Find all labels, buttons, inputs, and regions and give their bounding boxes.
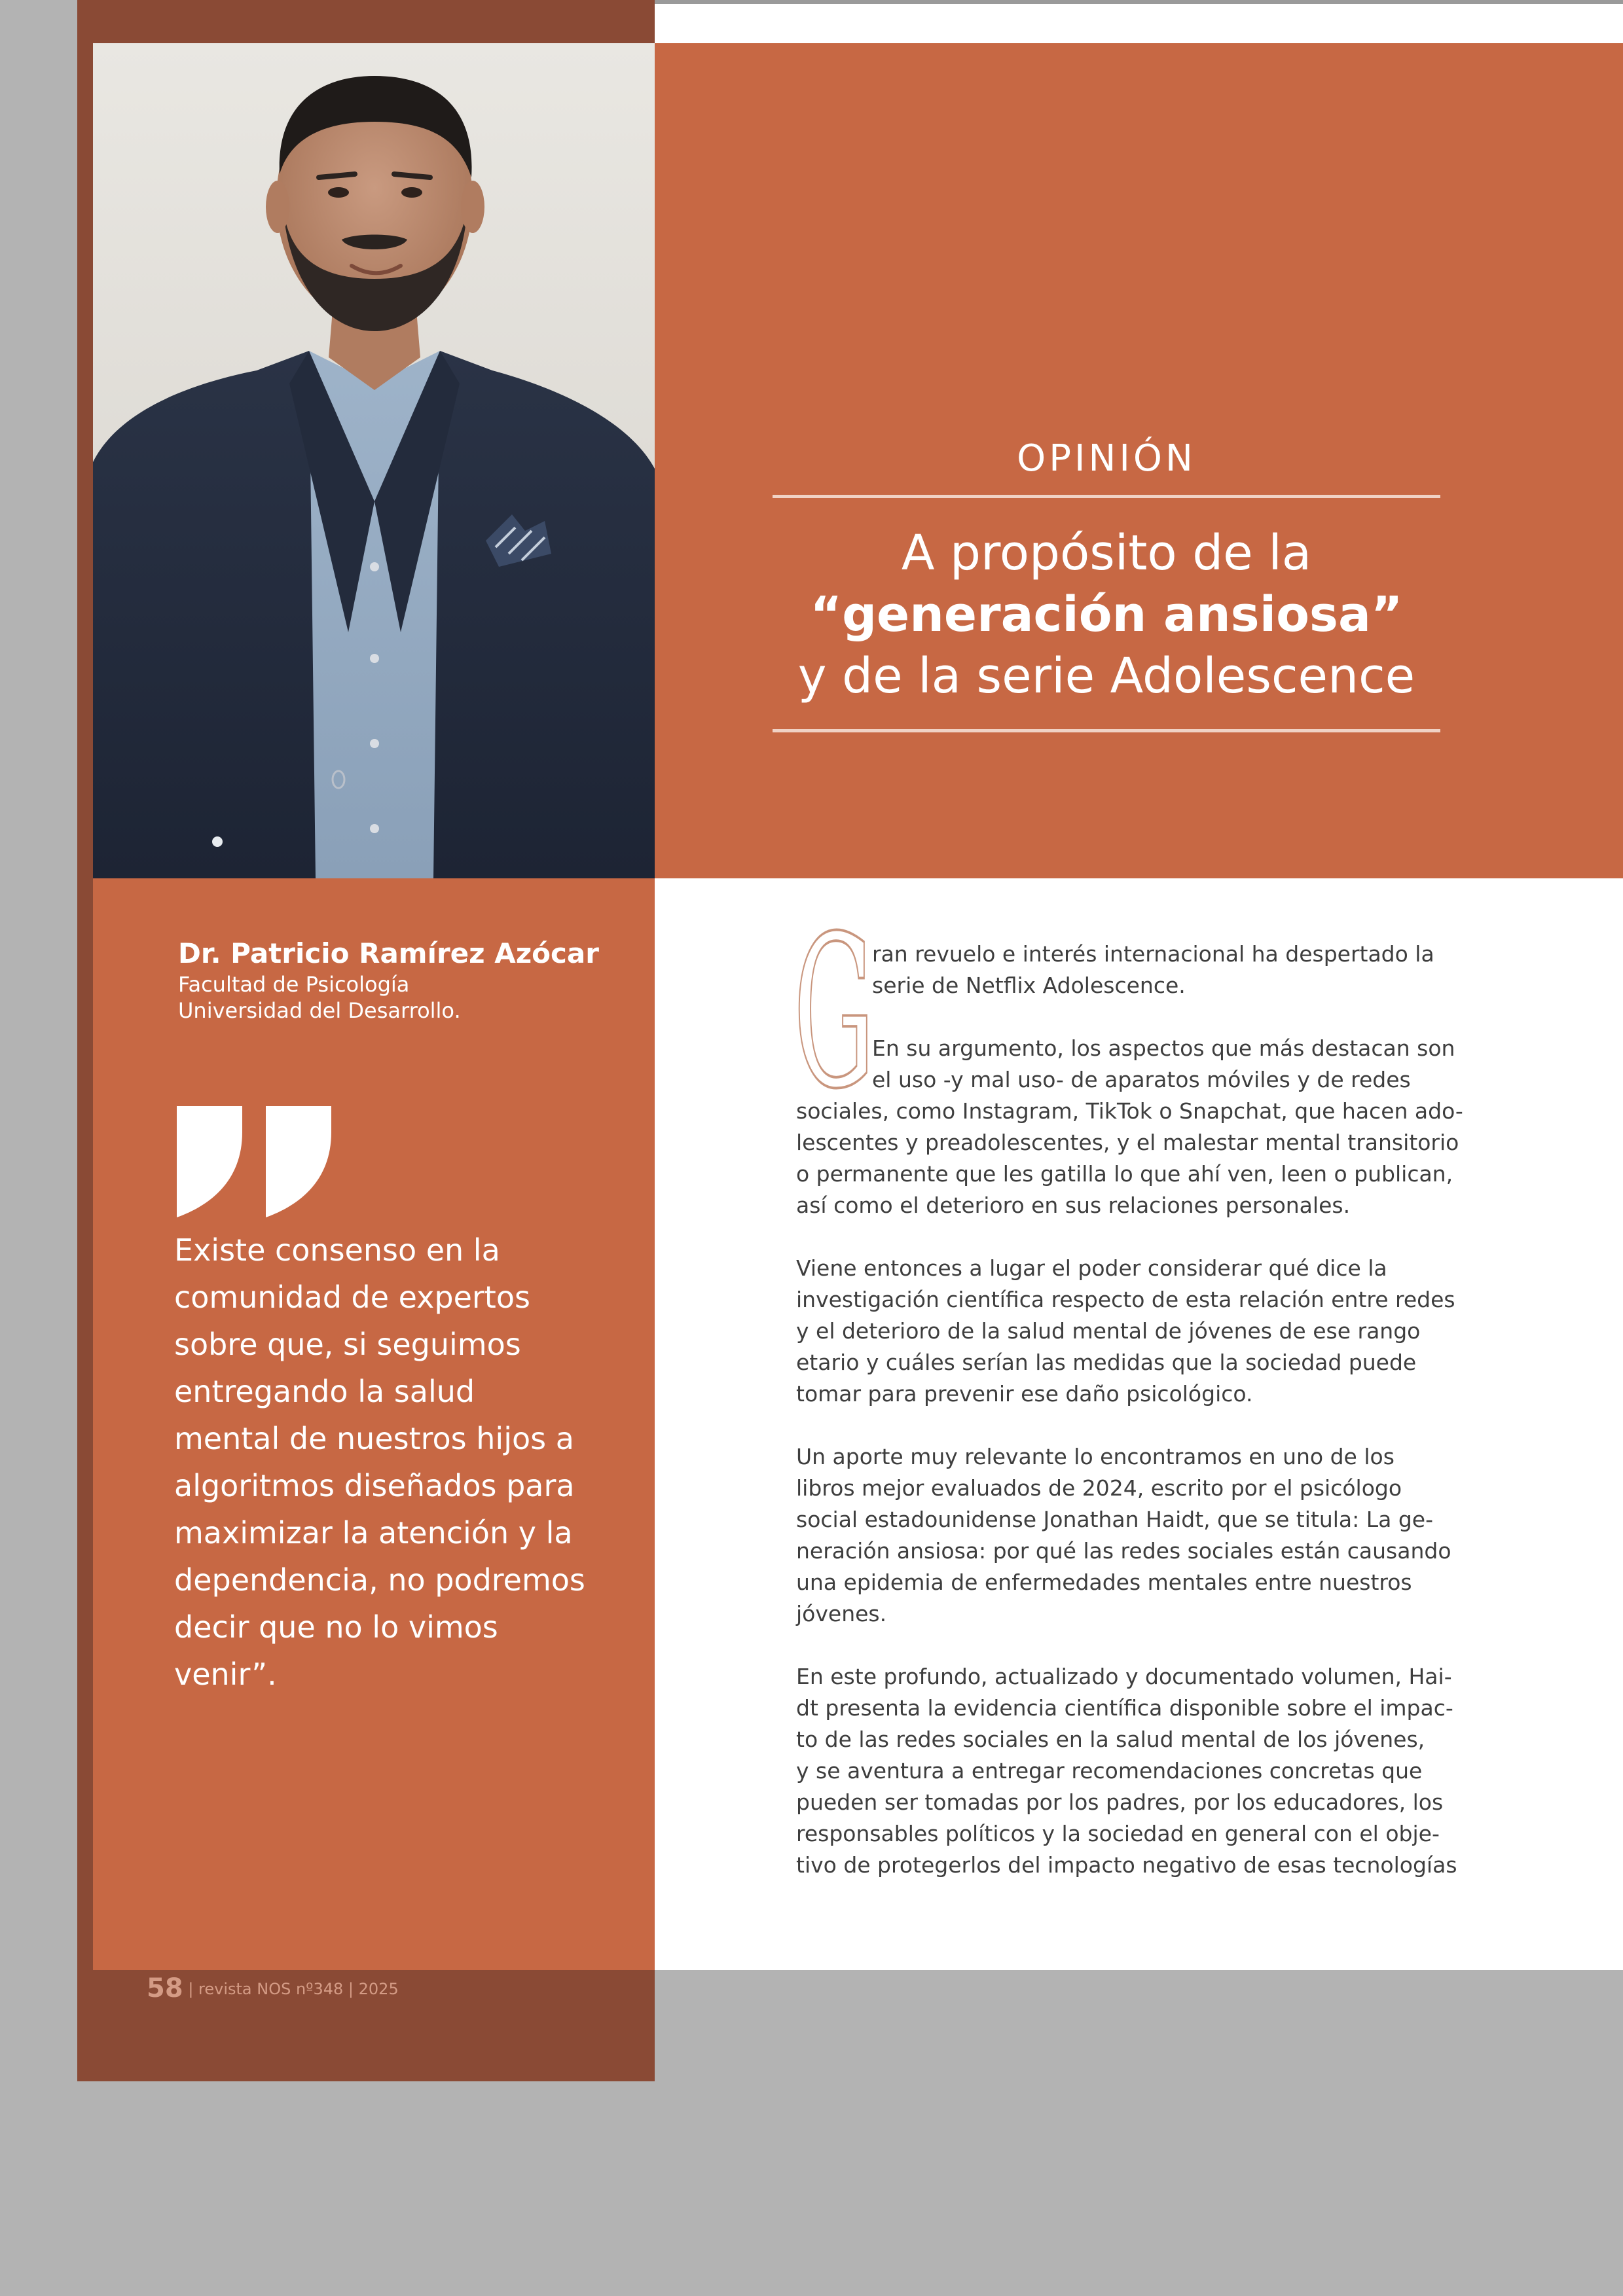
body-line: el uso -y mal uso- de aparatos móviles y de redes [872, 1067, 1411, 1092]
top-edge-line [655, 0, 1623, 4]
pull-quote-line: entregando la salud [174, 1374, 475, 1409]
section-label: OPINIÓN [1017, 437, 1196, 480]
body-line: to de las redes sociales en la salud mental de los jóvenes, [796, 1727, 1425, 1752]
body-line: tivo de protegerlos del impacto negativo de esas tecnologías [796, 1852, 1457, 1878]
body-line: tomar para prevenir ese daño psicológico. [796, 1381, 1253, 1407]
body-paragraph [796, 1661, 1457, 1881]
body-line: jóvenes. [796, 1601, 887, 1626]
body-line: En este profundo, actualizado y documentado volumen, Hai- [796, 1664, 1452, 1689]
pull-quote-line: venir”. [174, 1657, 277, 1692]
body-line: En su argumento, los aspectos que más destacan son [872, 1035, 1455, 1061]
body-line: Viene entonces a lugar el poder considerar qué dice la [796, 1255, 1387, 1281]
body-line: una epidemia de enfermedades mentales entre nuestros [796, 1570, 1412, 1595]
header-rule-top [773, 495, 1440, 498]
body-paragraph [796, 939, 1434, 1001]
author-photo [93, 43, 655, 878]
body-line: social estadounidense Jonathan Haidt, que se titula: La ge- [796, 1507, 1433, 1532]
body-line: y se aventura a entregar recomendaciones concretas que [796, 1758, 1423, 1784]
body-line: y el deterioro de la salud mental de jóvenes de ese rango [796, 1318, 1421, 1344]
body-paragraph [796, 1441, 1451, 1630]
pull-quote-line: maximizar la atención y la [174, 1515, 573, 1551]
publication-info: | revista NOS nº348 | 2025 [188, 1980, 399, 1998]
headline-line-1: A propósito de la [901, 525, 1312, 581]
pull-quote-line: algoritmos diseñados para [174, 1468, 575, 1503]
header-rule-bottom [773, 729, 1440, 732]
author-faculty: Facultad de Psicología [178, 972, 410, 997]
pull-quote-line: dependencia, no podremos [174, 1562, 585, 1598]
body-line: así como el deterioro en sus relaciones personales. [796, 1193, 1351, 1218]
pull-quote-line: Existe consenso en la [174, 1232, 500, 1268]
body-line: dt presenta la evidencia científica disponible sobre el impac- [796, 1695, 1453, 1721]
body-line: o permanente que les gatilla lo que ahí ven, leen o publican, [796, 1161, 1453, 1187]
page-footer [147, 1974, 399, 2003]
body-line: Un aporte muy relevante lo encontramos en uno de los [796, 1444, 1395, 1469]
body-line: lescentes y preadolescentes, y el malestar mental transitorio [796, 1130, 1459, 1155]
article-body [796, 939, 1463, 1912]
page-number: 58 [147, 1973, 183, 2003]
author-byline [178, 936, 623, 1024]
pull-quote-line: decir que no lo vimos [174, 1609, 498, 1645]
quote-marks-icon [174, 1106, 338, 1217]
headline-line-3: y de la serie Adolescence [797, 648, 1415, 704]
body-line: responsables políticos y la sociedad en general con el obje- [796, 1821, 1440, 1846]
article-headline [773, 522, 1440, 707]
body-line: libros mejor evaluados de 2024, escrito por el psicólogo [796, 1475, 1402, 1501]
pull-quote-line: comunidad de expertos [174, 1280, 530, 1315]
body-paragraph [796, 1033, 1463, 1221]
body-line: serie de Netflix Adolescence. [872, 973, 1186, 998]
body-line: investigación científica respecto de esta relación entre redes [796, 1287, 1455, 1312]
body-line: neración ansiosa: por qué las redes sociales están causando [796, 1538, 1451, 1564]
body-line: sociales, como Instagram, TikTok o Snapchat, que hacen ado- [796, 1098, 1463, 1124]
body-line: pueden ser tomadas por los padres, por los educadores, los [796, 1789, 1444, 1815]
author-university: Universidad del Desarrollo. [178, 998, 461, 1023]
pull-quote [174, 1227, 593, 1698]
body-line: etario y cuáles serían las medidas que la sociedad puede [796, 1350, 1417, 1375]
body-line: ran revuelo e interés internacional ha despertado la [872, 941, 1434, 967]
top-dark-strip [77, 0, 655, 43]
author-name: Dr. Patricio Ramírez Azócar [178, 937, 599, 969]
pull-quote-line: mental de nuestros hijos a [174, 1421, 574, 1456]
drop-cap-letter: G [793, 891, 875, 1135]
headline-line-2: “generación ansiosa” [810, 586, 1403, 643]
pull-quote-line: sobre que, si seguimos [174, 1327, 521, 1362]
author-portrait-illustration [93, 43, 655, 878]
body-paragraph [796, 1253, 1455, 1410]
left-dark-strip [77, 43, 93, 1970]
